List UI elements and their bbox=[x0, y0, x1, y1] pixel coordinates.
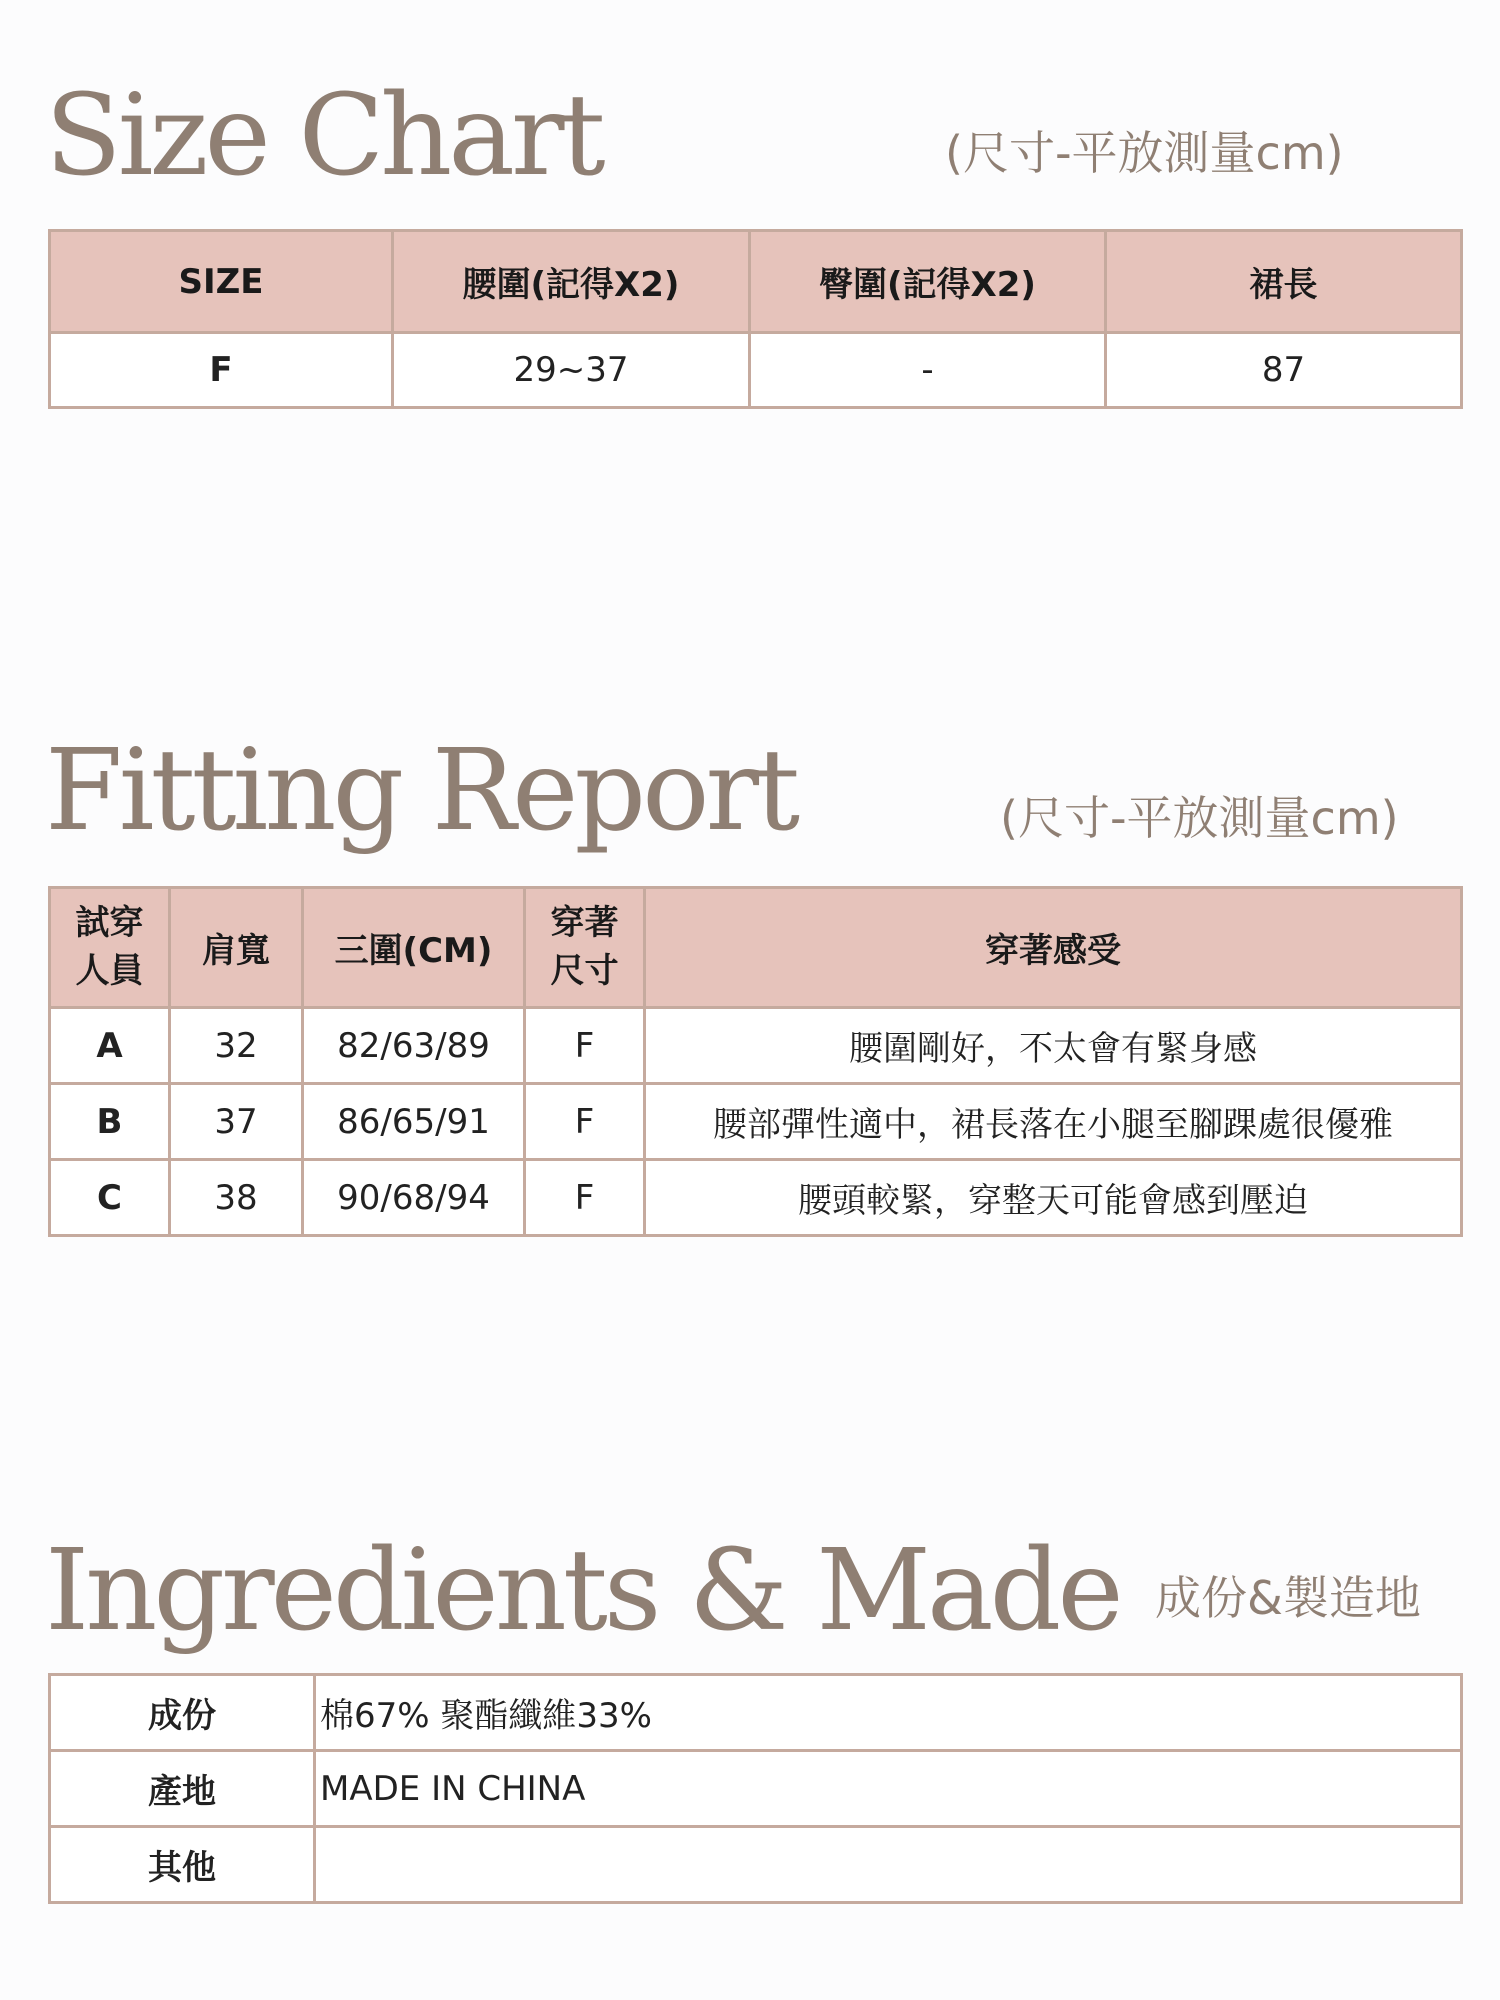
ingredients-title: Ingredients & Made bbox=[45, 1526, 1120, 1656]
ingredients-subtitle: 成份&製造地 bbox=[1155, 1571, 1421, 1625]
hip-header: 臀圍(記得X2) bbox=[750, 231, 1106, 333]
size-chart-table bbox=[48, 229, 1463, 409]
table-row bbox=[50, 1008, 1462, 1084]
size-chart-subtitle: (尺寸-平放測量cm) bbox=[945, 126, 1344, 180]
ingredients-table bbox=[48, 1673, 1463, 1904]
tester-cell: A bbox=[50, 1008, 170, 1084]
worn-size-cell: F bbox=[525, 1008, 645, 1084]
shoulder-cell: 37 bbox=[170, 1084, 303, 1160]
measurements-cell: 82/63/89 bbox=[303, 1008, 525, 1084]
composition-label: 成份 bbox=[50, 1675, 315, 1751]
size-header: SIZE bbox=[50, 231, 393, 333]
table-row bbox=[50, 1084, 1462, 1160]
tester-cell: C bbox=[50, 1160, 170, 1236]
measurements-cell: 90/68/94 bbox=[303, 1160, 525, 1236]
other-value bbox=[315, 1827, 1462, 1903]
fitting-report-title: Fitting Report bbox=[45, 726, 797, 856]
waist-header: 腰圍(記得X2) bbox=[393, 231, 750, 333]
shoulder-header: 肩寬 bbox=[170, 888, 303, 1008]
fit-feedback-cell: 腰部彈性適中，裙長落在小腿至腳踝處很優雅 bbox=[645, 1084, 1462, 1160]
fitting-report-table bbox=[48, 886, 1463, 1237]
size-cell: F bbox=[50, 333, 393, 408]
fit-feedback-cell: 腰圍剛好，不太會有緊身感 bbox=[645, 1008, 1462, 1084]
worn-size-cell: F bbox=[525, 1160, 645, 1236]
fit-feedback-header: 穿著感受 bbox=[645, 888, 1462, 1008]
worn-size-header: 穿著 尺寸 bbox=[525, 888, 645, 1008]
measurements-cell: 86/65/91 bbox=[303, 1084, 525, 1160]
table-row bbox=[50, 1751, 1462, 1827]
hip-cell: - bbox=[750, 333, 1106, 408]
waist-cell: 29~37 bbox=[393, 333, 750, 408]
shoulder-cell: 32 bbox=[170, 1008, 303, 1084]
tester-header: 試穿 人員 bbox=[50, 888, 170, 1008]
origin-label: 產地 bbox=[50, 1751, 315, 1827]
composition-value: 棉67% 聚酯纖維33% bbox=[315, 1675, 1462, 1751]
skirt-length-header: 裙長 bbox=[1106, 231, 1462, 333]
size-chart-header-row bbox=[50, 231, 1462, 333]
other-label: 其他 bbox=[50, 1827, 315, 1903]
size-chart-title: Size Chart bbox=[45, 71, 602, 201]
fit-feedback-cell: 腰頭較緊，穿整天可能會感到壓迫 bbox=[645, 1160, 1462, 1236]
table-row bbox=[50, 1675, 1462, 1751]
skirt-length-cell: 87 bbox=[1106, 333, 1462, 408]
fitting-header-row bbox=[50, 888, 1462, 1008]
table-row bbox=[50, 333, 1462, 408]
measurements-header: 三圍(CM) bbox=[303, 888, 525, 1008]
table-row bbox=[50, 1827, 1462, 1903]
table-row bbox=[50, 1160, 1462, 1236]
origin-value: MADE IN CHINA bbox=[315, 1751, 1462, 1827]
shoulder-cell: 38 bbox=[170, 1160, 303, 1236]
worn-size-cell: F bbox=[525, 1084, 645, 1160]
fitting-report-subtitle: (尺寸-平放測量cm) bbox=[1000, 791, 1399, 845]
tester-cell: B bbox=[50, 1084, 170, 1160]
